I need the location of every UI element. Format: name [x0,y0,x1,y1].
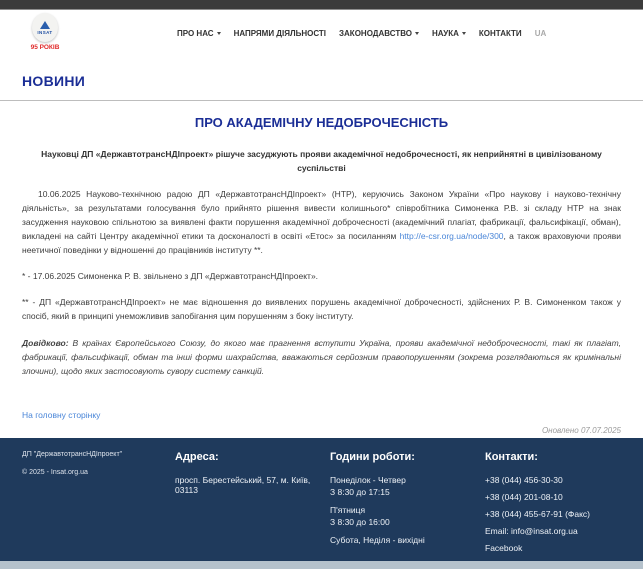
bottom-strip [0,561,643,569]
nav-item-contacts[interactable] [479,29,522,38]
footer-hours-heading: Години роботи: [330,450,415,463]
footer-hours-line: З 8:30 до 17:15 [330,486,390,497]
chevron-down-icon [217,32,221,35]
footer-company-column [22,451,175,553]
article-paragraph-main [22,187,621,257]
article-reference [22,336,621,378]
footer-email-link[interactable]: Email: info@insat.org.ua [485,525,578,536]
footer-fax-link[interactable]: +38 (044) 455-67-91 (Факс) [485,508,591,519]
footer-contacts-column [485,451,621,553]
footer-hours-line: З 8:30 до 16:00 [330,516,390,527]
nav-item-activities-label: НАПРЯМИ ДІЯЛЬНОСТІ [233,29,327,38]
footer-address-column [175,451,330,553]
footer-hours-column [330,451,485,553]
chevron-down-icon [462,32,466,35]
main-nav [177,10,546,57]
article-subtitle: Науковці ДП «ДержавтотрансНДІпроект» рішуче засуджують прояви академічної недоброчесності, як неприйнятні в цивілізованому суспільстві [41,149,602,173]
article-title: ПРО АКАДЕМІЧНУ НЕДОБРОЧЕСНІСТЬ [194,115,449,130]
nav-item-legislation[interactable] [339,29,419,38]
paragraph-text-after: , а також враховуючи прояви неетичної поведінки у відношенні до працівників інституту **. [22,231,622,255]
nav-item-science[interactable] [432,29,466,38]
article [0,101,643,438]
section-title: НОВИНИ [22,73,86,89]
paragraph-text-before: 10.06.2025 Науково-технічною радою ДП «ДержавтотрансНДІпроект» (НТР), керуючись Законом України «Про наукову і науково-технічну діяльність», за результатами голосування було прийнято рішення вивести колишнього* співробітника Симоненка Р.В. зі складу НТР на знак засудження науковою спільнотою за виявлені факти порушення академічної доброчесності (академічний плагіат, фабрикації, фальсифікації, обман), викладені на сайті Центру академічної етики та досконалості в освіті «Етос» за посиланням [22,189,621,241]
nav-item-about[interactable] [177,29,221,38]
nav-item-about-label: ПРО НАС [177,29,214,38]
ethics-center-link[interactable]: http://e-csr.org.ua/node/300 [399,231,504,241]
news-section-header [0,57,643,89]
footer-facebook-link[interactable]: Facebook [485,542,523,553]
nav-item-science-label: НАУКА [432,29,459,38]
reference-label: Довідково: [22,338,69,348]
footer-address-heading: Адреса: [175,450,219,463]
chevron-down-icon [415,32,419,35]
footer-hours-line: Понеділок - Четвер [330,474,406,485]
home-page-link[interactable]: На головну сторінку [22,409,101,420]
site-footer [0,438,643,561]
footer-address-line: просп. Берестейський, 57, м. Київ, 03113 [175,474,311,495]
footer-phone-link[interactable]: +38 (044) 456-30-30 [485,474,563,485]
reference-text: В країнах Європейського Союзу, до якого має прагнення вступити Україна, прояви академічної недоброчесності, такі як плагіат, фабрикації, фальсифікації, обман та інші форми шахрайства, вважаються серйозним правопорушенням (зокрема розглядаються як кримінальні злочини), щодо яких застосовують сувору систему санкцій. [22,338,621,376]
footer-hours-line: Субота, Неділя - вихідні [330,534,425,545]
nav-item-contacts-label: КОНТАКТИ [478,29,522,38]
logo-triangle-icon [40,21,50,29]
language-switcher[interactable] [535,29,547,38]
language-label: UA [534,29,547,38]
footer-hours-line: П'ятниця [330,504,366,515]
footer-copyright: © 2025 - Insat.org.ua [22,468,88,476]
nav-item-activities[interactable] [234,29,326,38]
nav-item-legislation-label: ЗАКОНОДАВСТВО [339,29,413,38]
footer-phone-link[interactable]: +38 (044) 201-08-10 [485,491,563,502]
logo-text: INSAT [37,29,53,35]
logo-oval [32,13,58,42]
article-footnote-1: * - 17.06.2025 Симоненка Р. В. звільнено з ДП «ДержавтотрансНДІпроект». [22,271,319,281]
footer-company-name: ДП "ДержавтотрансНДІпроект" [22,450,123,458]
updated-timestamp: Оновлено 07.07.2025 [541,425,621,435]
top-bar [0,0,643,10]
article-footnote-2: ** - ДП «ДержавтотрансНДІпроект» не має відношення до виявлених порушень академічної доброчесності, здійснених Р. В. Симоненком також у спосіб, який в принципі унеможливив запобігання цим порушенням з боку інституту. [22,297,621,321]
site-logo[interactable] [22,13,68,51]
logo-anniversary: 95 РОКІВ [30,44,60,51]
site-header [0,10,643,57]
footer-contacts-heading: Контакти: [485,450,538,463]
